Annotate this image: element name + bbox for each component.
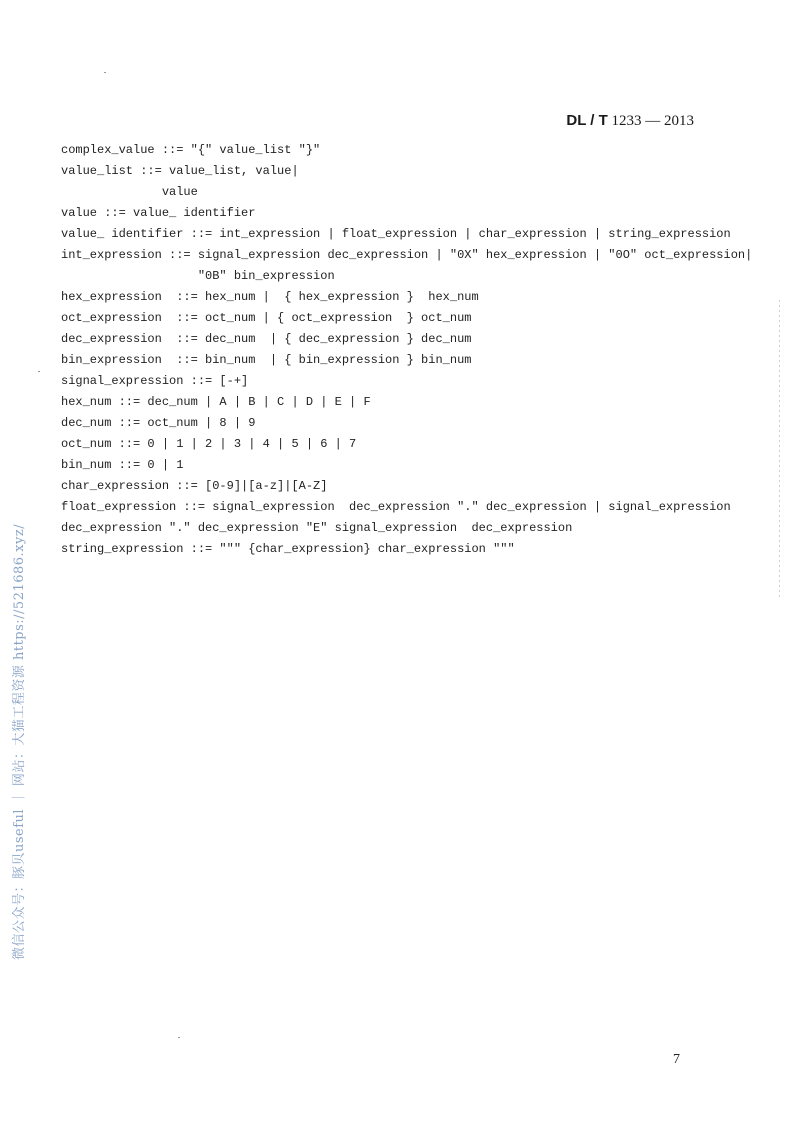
grammar-line: value_list ::= value_list, value| [61, 164, 299, 178]
grammar-line: "0B" bin_expression [61, 269, 335, 283]
scan-speck [178, 1037, 180, 1038]
scan-speck [104, 72, 106, 73]
grammar-line: dec_num ::= oct_num | 8 | 9 [61, 416, 256, 430]
grammar-line: value [61, 185, 198, 199]
grammar-line: signal_expression ::= [-+] [61, 374, 249, 388]
grammar-line: hex_expression ::= hex_num | { hex_expression } hex_num [61, 290, 479, 304]
scan-edge-mark [779, 300, 780, 600]
grammar-line: int_expression ::= signal_expression dec_expression | "0X" hex_expression | "0O" oct_expression| [61, 248, 753, 262]
standard-prefix: DL / T [566, 112, 608, 129]
grammar-definition-block [61, 140, 753, 560]
scan-speck [38, 371, 40, 372]
grammar-line: complex_value ::= "{" value_list "}" [61, 143, 321, 157]
grammar-line: value_ identifier ::= int_expression | float_expression | char_expression | string_expression [61, 227, 731, 241]
grammar-line: value ::= value_ identifier [61, 206, 256, 220]
side-watermark: 微信公众号：豚贝useful ｜ 网站：大猫工程资源 https://521686.xyz/ [12, 523, 27, 960]
standard-code-header [566, 112, 694, 130]
grammar-line: float_expression ::= signal_expression dec_expression "." dec_expression | signal_expression [61, 500, 731, 514]
grammar-line: string_expression ::= """ {char_expression} char_expression """ [61, 542, 515, 556]
grammar-line: bin_num ::= 0 | 1 [61, 458, 184, 472]
grammar-line: oct_expression ::= oct_num | { oct_expression } oct_num [61, 311, 472, 325]
grammar-line: char_expression ::= [0-9]|[a-z]|[A-Z] [61, 479, 328, 493]
grammar-line: bin_expression ::= bin_num | { bin_expression } bin_num [61, 353, 472, 367]
standard-number: 1233 — 2013 [611, 113, 694, 129]
grammar-line: hex_num ::= dec_num | A | B | C | D | E | F [61, 395, 371, 409]
page-number: 7 [673, 1052, 680, 1067]
grammar-line: oct_num ::= 0 | 1 | 2 | 3 | 4 | 5 | 6 | 7 [61, 437, 357, 451]
grammar-line: dec_expression "." dec_expression "E" signal_expression dec_expression [61, 521, 573, 535]
grammar-line: dec_expression ::= dec_num | { dec_expression } dec_num [61, 332, 472, 346]
